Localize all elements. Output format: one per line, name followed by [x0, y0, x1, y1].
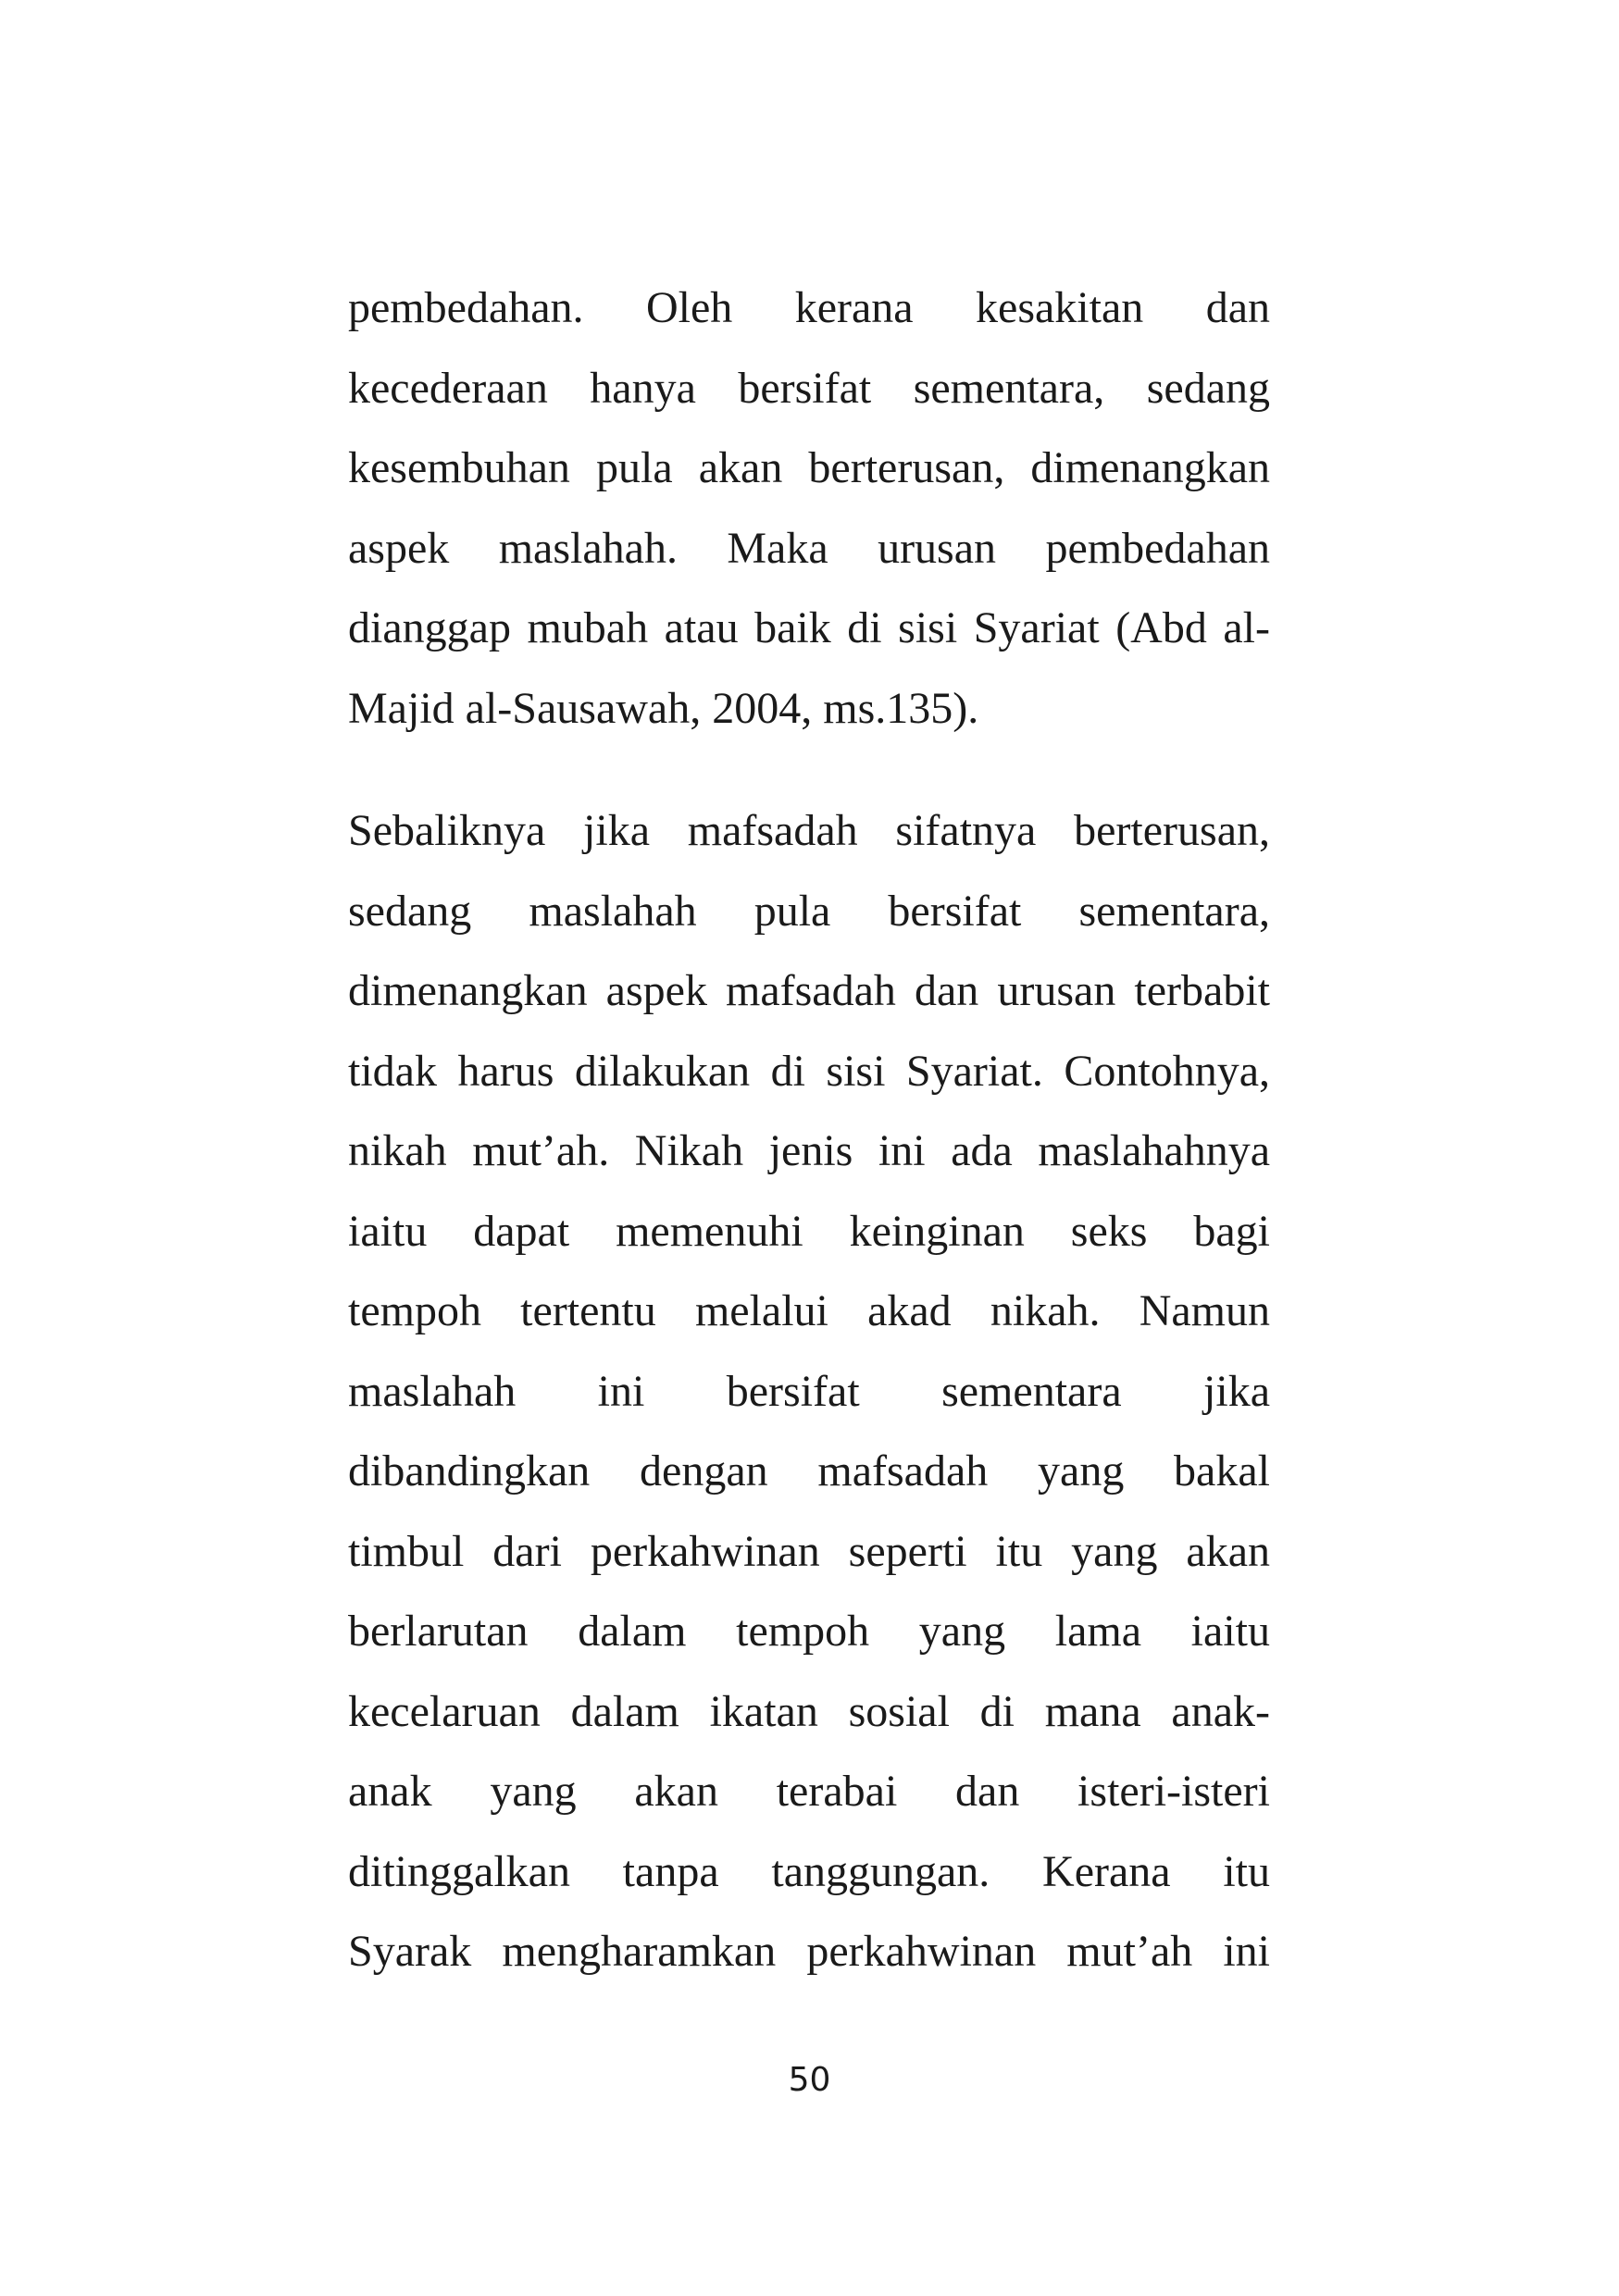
text-line: anak yang akan terabai dan isteri-isteri: [348, 1767, 1270, 1816]
text-line: Sebaliknya jika mafsadah sifatnya berterusan,: [348, 806, 1270, 855]
text-line: kecederaan hanya bersifat sementara, sedang: [348, 363, 1270, 413]
text-line: Majid al-Sausawah, 2004, ms.135).: [348, 683, 979, 733]
text-line: timbul dari perkahwinan seperti itu yang akan: [348, 1526, 1270, 1576]
text-line: sedang maslahah pula bersifat sementara,: [348, 886, 1270, 936]
paragraph-2: [348, 791, 1270, 1992]
text-line: kesembuhan pula akan berterusan, dimenangkan: [348, 443, 1270, 492]
text-line: dianggap mubah atau baik di sisi Syariat (Abd al-: [348, 603, 1270, 652]
paragraph-1: [348, 268, 1270, 749]
text-line: berlarutan dalam tempoh yang lama iaitu: [348, 1607, 1270, 1656]
text-line: dimenangkan aspek mafsadah dan urusan terbabit: [348, 966, 1270, 1015]
page-number: 50: [788, 2061, 831, 2099]
text-line: pembedahan. Oleh kerana kesakitan dan: [348, 283, 1270, 332]
text-line: aspek maslahah. Maka urusan pembedahan: [348, 523, 1270, 573]
text-line: kecelaruan dalam ikatan sosial di mana anak-: [348, 1686, 1270, 1736]
text-line: nikah mut’ah. Nikah jenis ini ada maslahahnya: [348, 1126, 1270, 1175]
text-line: tempoh tertentu melalui akad nikah. Namun: [348, 1286, 1270, 1335]
text-line: tidak harus dilakukan di sisi Syariat. Contohnya,: [348, 1046, 1270, 1096]
text-line: ditinggalkan tanpa tanggungan. Kerana itu: [348, 1846, 1270, 1896]
text-line: dibandingkan dengan mafsadah yang bakal: [348, 1446, 1270, 1496]
text-line: iaitu dapat memenuhi keinginan seks bagi: [348, 1206, 1270, 1256]
text-line: maslahah ini bersifat sementara jika: [348, 1366, 1270, 1416]
text-line: Syarak mengharamkan perkahwinan mut’ah ini: [348, 1927, 1270, 1976]
